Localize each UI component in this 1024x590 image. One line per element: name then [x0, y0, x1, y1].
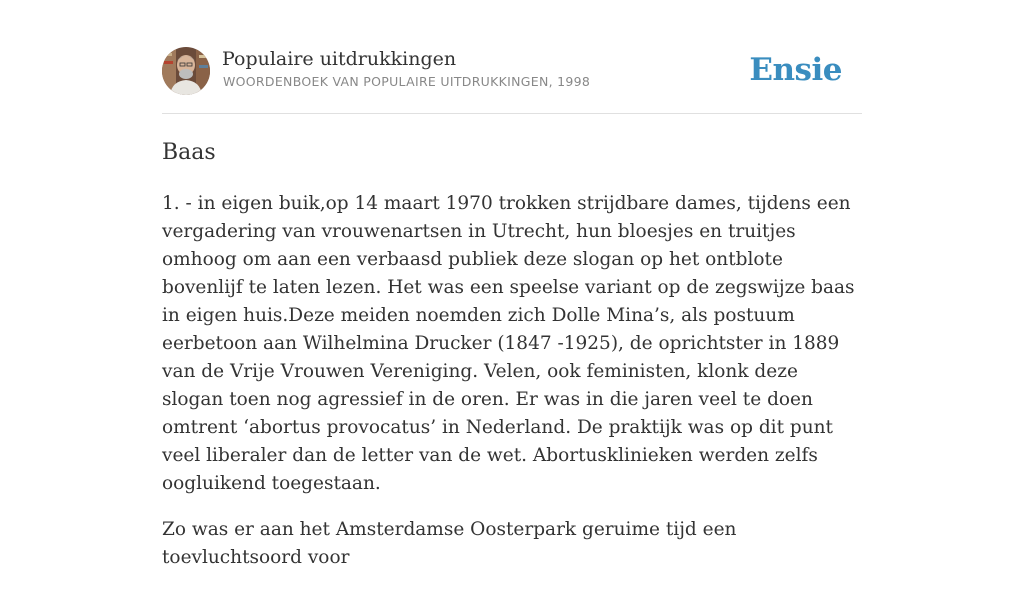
source-subtitle: WOORDENBOEK VAN POPULAIRE UITDRUKKINGEN, 1998: [223, 74, 591, 89]
entry-paragraph: Zo was er aan het Amsterdamse Oosterpark geruime tijd een toevluchtsoord voor: [162, 519, 737, 568]
header-divider: [162, 113, 862, 114]
entry-body: [162, 190, 862, 590]
ensie-logo[interactable]: Ensie: [749, 52, 842, 88]
source-header: [162, 47, 862, 95]
author-portrait-icon[interactable]: [162, 47, 210, 95]
entry-title: Baas: [162, 140, 216, 165]
source-title[interactable]: Populaire uitdrukkingen: [222, 48, 457, 70]
entry-paragraph: 1. - in eigen buik,op 14 maart 1970 trokken strijdbare dames, tijdens een vergadering van vrouwenartsen in Utrecht, hun bloesjes en truitjes omhoog om aan een verbaasd publiek deze slogan op het ontblote bovenlijf te laten lezen. Het was een speelse variant op de zegswijze baas in eigen huis.Deze meiden noemden zich Dolle Mina’s, als postuum eerbetoon aan Wilhelmina Drucker (1847 -1925), de oprichtster in 1889 van de Vrije Vrouwen Vereniging. Velen, ook feministen, klonk deze slogan toen nog agressief in de oren. Er was in die jaren veel te doen omtrent ‘abortus provocatus’ in Nederland. De praktijk was op dit punt veel liberaler dan de letter van de wet. Abortusklinieken werden zelfs oogluikend toegestaan.: [162, 193, 855, 494]
